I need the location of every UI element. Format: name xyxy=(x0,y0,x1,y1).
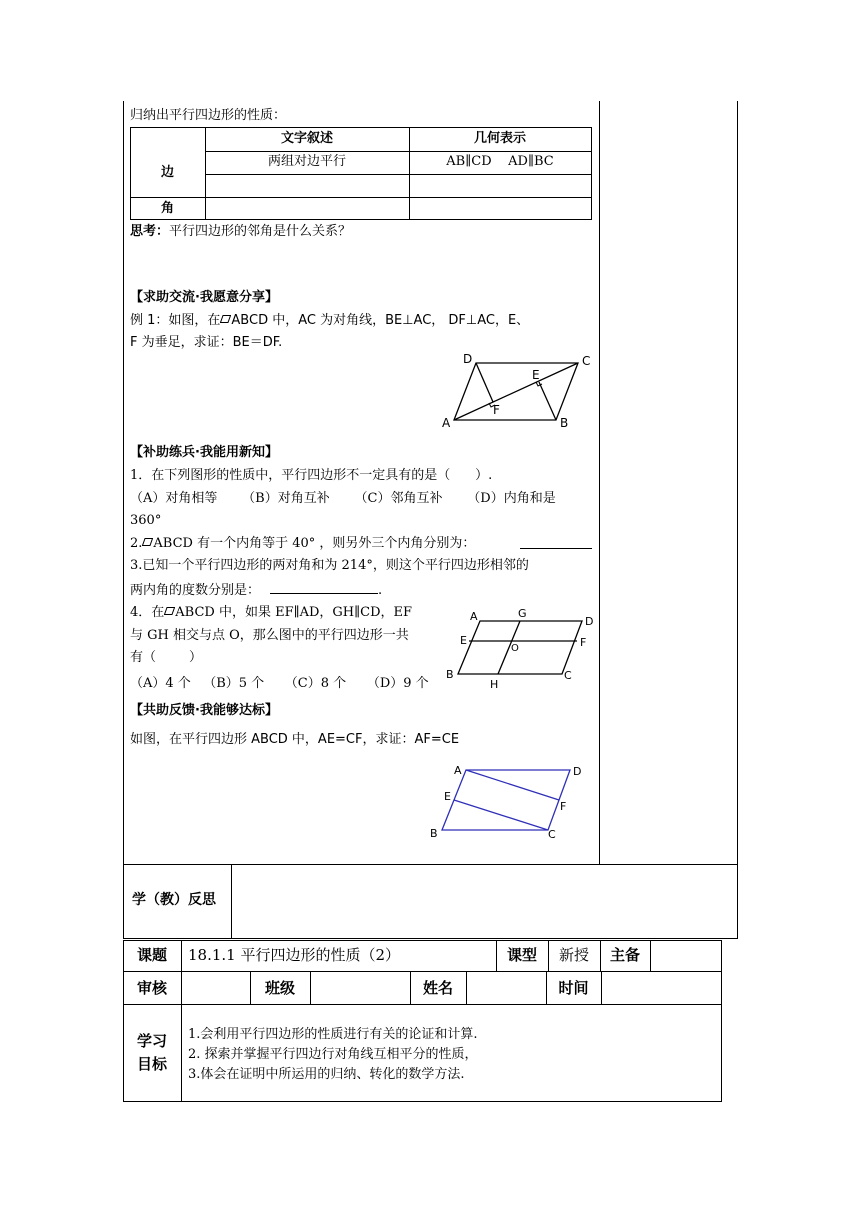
type-label: 课型 xyxy=(506,946,537,964)
reflect-bottom-line xyxy=(123,938,738,939)
practice-q4-line1: 4．在 ABCD 中，如果 EF∥AD，GH∥CD，EF xyxy=(130,605,413,620)
q3-answer-blank xyxy=(270,579,378,594)
parallelogram-icon xyxy=(164,607,175,615)
name-label: 姓名 xyxy=(422,979,453,997)
fig2-label-g: G xyxy=(518,607,527,620)
goals-label-1: 学习 xyxy=(136,1032,167,1050)
fig2-label-a: A xyxy=(470,610,478,623)
fig2-label-o: O xyxy=(511,643,519,654)
practice-q4-line3: 有（ ） xyxy=(130,650,203,665)
col-header-text: 文字叙述 xyxy=(280,131,333,146)
upper-mid-border xyxy=(599,101,600,865)
practice-q1-tail: 360° xyxy=(130,513,162,528)
goal-item-1: 1.会利用平行四边形的性质进行有关的论证和计算. xyxy=(188,1027,478,1042)
practice-q3-line2: 两内角的度数分别是： . xyxy=(130,579,382,601)
example-line-2: F 为垂足，求证：BE＝DF. xyxy=(130,335,283,350)
reflect-divider xyxy=(231,864,232,939)
fig3-label-d: D xyxy=(573,765,582,778)
fig3-label-c: C xyxy=(548,828,556,841)
fig1-label-a: A xyxy=(442,416,451,430)
think-label: 思考： xyxy=(130,224,170,239)
fig2-label-h: H xyxy=(490,678,499,691)
class-label: 班级 xyxy=(264,979,295,997)
upper-left-border xyxy=(123,101,124,865)
example-figure xyxy=(438,350,598,430)
fig3-label-f: F xyxy=(560,800,567,813)
topic-label: 课题 xyxy=(136,946,167,964)
practice-q4-line2: 与 GH 相交与点 O，那么图中的平行四边形一共 xyxy=(130,628,409,643)
help-heading: 【求助交流·我愿意分享】 xyxy=(130,290,278,305)
side-geo-cell: AB∥CD AD∥BC xyxy=(446,154,554,169)
feedback-figure xyxy=(424,758,596,842)
practice-q4-options: （A）4 个 （B）5 个 （C）8 个 （D）9 个 xyxy=(130,676,429,691)
parallelogram-icon xyxy=(220,315,231,323)
q2-answer-blank xyxy=(520,548,592,549)
time-label: 时间 xyxy=(558,979,589,997)
example-line-1: 例 1：如图，在 ABCD 中，AC 为对角线，BE⊥AC， DF⊥AC，E、 xyxy=(130,313,530,328)
fig1-label-c: C xyxy=(582,354,591,368)
type-value: 新授 xyxy=(558,946,589,964)
fig1-label-f: F xyxy=(493,403,500,417)
col-header-geo: 几何表示 xyxy=(473,131,526,146)
q4-figure xyxy=(440,606,600,694)
reflect-label: 学（教）反思 xyxy=(132,892,216,908)
practice-q2: 2. ABCD 有一个内角等于 40° ，则另外三个内角分别为： xyxy=(130,536,476,551)
row-header-angle: 角 xyxy=(160,201,174,216)
fig1-label-b: B xyxy=(560,416,569,430)
fig3-label-b: B xyxy=(430,827,438,840)
reflect-left-border xyxy=(123,864,124,939)
goal-item-2: 2. 探索并掌握平行四边行对角线互相平分的性质， xyxy=(188,1047,478,1062)
think-text: 平行四边形的邻角是什么关系？ xyxy=(169,224,352,239)
practice-q1: 1．在下列图形的性质中，平行四边形不一定具有的是（ ）. xyxy=(130,468,493,483)
fig2-label-b: B xyxy=(446,668,454,681)
goal-item-3: 3.体会在证明中所运用的归纳、转化的数学方法. xyxy=(188,1067,465,1082)
practice-heading: 【补助练兵·我能用新知】 xyxy=(130,445,278,460)
fig1-label-d: D xyxy=(463,352,473,366)
feedback-heading: 【共助反馈·我能够达标】 xyxy=(130,703,278,718)
parallelogram-icon xyxy=(142,538,153,546)
practice-q3-line1: 3.已知一个平行四边形的两对角和为 214°，则这个平行四边形相邻的 xyxy=(130,558,529,573)
row-header-side: 边 xyxy=(160,165,174,180)
think-line xyxy=(130,222,351,242)
topic-value: 18.1.1 平行四边形的性质（2） xyxy=(188,946,401,964)
goals-label-2: 目标 xyxy=(136,1055,167,1073)
prep-label: 主备 xyxy=(609,946,640,964)
fig2-label-c: C xyxy=(564,669,572,682)
review-label: 审核 xyxy=(136,979,167,997)
fig3-label-e: E xyxy=(444,790,451,803)
fig2-label-f: F xyxy=(580,636,587,649)
side-text-cell: 两组对边平行 xyxy=(267,154,346,169)
fig2-label-d: D xyxy=(585,615,594,628)
summary-intro: 归纳出平行四边形的性质： xyxy=(130,108,287,123)
feedback-text: 如图，在平行四边形 ABCD 中，AE=CF，求证：AF=CE xyxy=(130,732,460,747)
upper-sep-line xyxy=(123,864,738,865)
upper-right-border xyxy=(737,101,738,939)
fig1-label-e: E xyxy=(532,368,540,382)
fig2-label-e: E xyxy=(460,634,467,647)
practice-q1-options: （A）对角相等 （B）对角互补 （C）邻角互补 （D）内角和是 xyxy=(130,491,556,506)
fig3-label-a: A xyxy=(454,764,462,777)
